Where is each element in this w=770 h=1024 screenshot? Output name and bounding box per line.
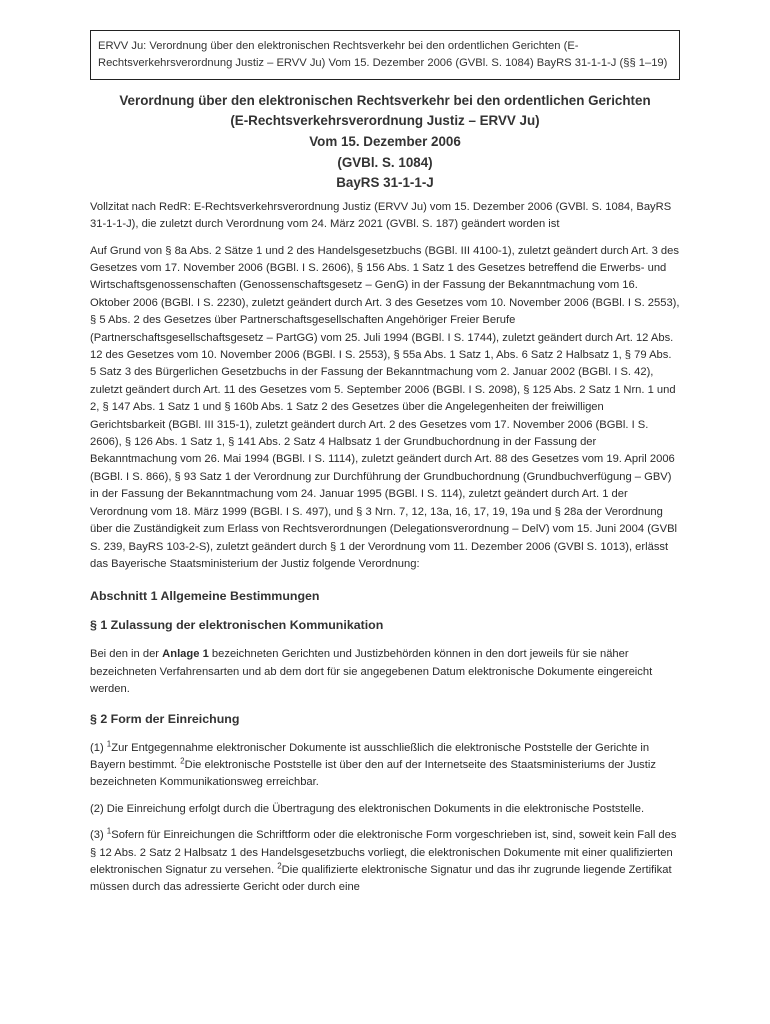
anlage-1-reference: Anlage 1 [162,648,209,661]
absatz-3-satz-1: Sofern für Einreichungen die Schriftform oder die elektronische Form vorgeschrieben ist, sind, soweit kein Fall des § 12 Abs. 2 Satz 2 Halbsatz 1 des Handelsgesetzbuchs vorliegt, die elektronischen Dokumente mit einer qualifizierten elektronischen Signatur zu versehen. [90,829,677,876]
title-line-1: Verordnung über den elektronischen Rechtsverkehr bei den ordentlichen Gerichten [119,92,651,108]
absatz-1-satz-1: Zur Entgegennahme elektronischer Dokumente ist ausschließlich die elektronische Poststelle der Gerichte in Bayern bestimmt. [90,741,650,771]
title-line-5: BayRS 31-1-1-J [336,175,434,191]
title-line-3: Vom 15. Dezember 2006 [309,134,461,149]
satz-2-marker: 2 [277,861,282,871]
paragraph-2-absatz-1 [90,740,680,792]
paragraph-2-absatz-3 [90,827,680,897]
document-header-box [90,30,680,80]
paragraph-1-text [90,646,680,698]
title-line-2: (E-Rechtsverkehrsverordnung Justiz – ERVV Ju) [230,113,540,129]
paragraph-1-text-after: bezeichneten Gerichten und Justizbehörden können in den dort jeweils für sie näher bezeichneten Verfahrensarten und ab dem dort für sie angegebenen Datum elektronische Dokumente eingereicht werden. [90,648,653,696]
document-title [90,91,680,194]
satz-2-marker: 2 [180,756,185,766]
paragraph-1-text-before: Bei den in der [90,648,163,661]
absatz-1-number: (1) [90,741,107,754]
document-header-text: ERVV Ju: Verordnung über den elektronischen Rechtsverkehr bei den ordentlichen Gerichten (E-Rechtsverkehrsverordnung Justiz – ERVV Ju) Vom 15. Dezember 2006 (GVBl. S. 1084) BayRS 31-1-1-J (§§ 1–19) [98,40,668,70]
vollzitat-text: Vollzitat nach RedR: E-Rechtsverkehrsverordnung Justiz (ERVV Ju) vom 15. Dezember 2006 (GVBl. S. 1084, BayRS 31-1-1-J), die zuletzt durch Verordnung vom 24. März 2021 (GVBl. S. 187) geändert worden ist [90,200,672,231]
absatz-3-satz-2: Die qualifizierte elektronische Signatur und das ihr zugrunde liegende Zertifikat müssen durch das adressierte Gericht oder durch eine [90,863,672,894]
absatz-1-satz-2: Die elektronische Poststelle ist über den auf der Internetseite des Staatsministeriums der Justiz bezeichneten Kommunikationsweg erreichbar. [90,758,656,789]
absatz-3-number: (3) [90,829,107,842]
section-1-heading: Abschnitt 1 Allgemeine Bestimmungen [90,589,320,604]
paragraph-2-heading: § 2 Form der Einreichung [90,711,240,726]
paragraph-2-absatz-2: (2) Die Einreichung erfolgt durch die Übertragung des elektronischen Dokuments in die elektronische Poststelle. [90,802,645,815]
satz-1-marker: 1 [106,826,112,836]
satz-1-marker: 1 [106,738,112,748]
paragraph-1-heading: § 1 Zulassung der elektronischen Kommunikation [90,618,384,633]
title-line-4: (GVBl. S. 1084) [337,154,433,170]
document-page [90,30,680,897]
preamble-text: Auf Grund von § 8a Abs. 2 Sätze 1 und 2 des Handelsgesetzbuchs (BGBl. III 4100-1), zuletzt geändert durch Art. 3 des Gesetzes vom 17. November 2006 (BGBl. I S. 2606), § 156 Abs. 1 Satz 1 des Gesetzes betreffend die Erwerbs- und Wirtschaftsgenossenschaften (Genossenschaftsgesetz – GenG) in der Fassung der Bekanntmachung vom 16. Oktober 2006 (BGBl. I S. 2230), zuletzt geändert durch Art. 3 des Gesetzes vom 10. November 2006 (BGBl. I S. 2553), § 5 Abs. 2 des Gesetzes über Partnerschaftsgesellschaften Angehöriger Freier Berufe (Partnerschaftsgesellschaftsgesetz – PartGG) vom 25. Juli 1994 (BGBl. I S. 1744), zuletzt geändert durch Art. 12 Abs. 12 des Gesetzes vom 10. November 2006 (BGBl. I S. 2553), § 55a Abs. 1 Satz 1, Abs. 6 Satz 2 Halbsatz 1, § 79 Abs. 5 Satz 3 des Bürgerlichen Gesetzbuchs in der Fassung der Bekanntmachung vom 2. Januar 2002 (BGBl. I S. 42), zuletzt geändert durch Art. 11 des Gesetzes vom 5. September 2006 (BGBl. I S. 2098), § 125 Abs. 2 Satz 1 Nrn. 1 und 2, § 147 Abs. 1 Satz 1 und § 160b Abs. 1 Satz 2 des Gesetzes über die Angelegenheiten der freiwilligen Gerichtsbarkeit (BGBl. III 315-1), zuletzt geändert durch Art. 2 des Gesetzes vom 17. November 2006 (BGBl. I S. 2606), § 126 Abs. 1 Satz 1, § 141 Abs. 2 Satz 4 Halbsatz 1 der Grundbuchordnung in der Fassung der Bekanntmachung vom 26. Mai 1994 (BGBl. I S. 1114), zuletzt geändert durch Art. 88 des Gesetzes vom 19. April 2006 (BGBl. I S. 866), § 93 Satz 1 der Verordnung zur Durchführung der Grundbuchordnung (Grundbuchverfügung – GBV) in der Fassung der Bekanntmachung vom 24. Januar 1995 (BGBl. I S. 114), zuletzt geändert durch Art. 1 der Verordnung vom 18. März 1999 (BGBl. I S. 497), und § 3 Nrn. 7, 12, 13a, 16, 17, 19, 19a und § 28a der Verordnung über die Zuständigkeit zum Erlass von Rechtsverordnungen (Delegationsverordnung – DelV) vom 15. Juni 2004 (GVBl S. 239, BayRS 103-2-S), zuletzt geändert durch § 1 der Verordnung vom 11. Dezember 2006 (GVBl S. 1013), erlässt das Bayerische Staatsministerium der Justiz folgende Verordnung: [90,244,680,570]
